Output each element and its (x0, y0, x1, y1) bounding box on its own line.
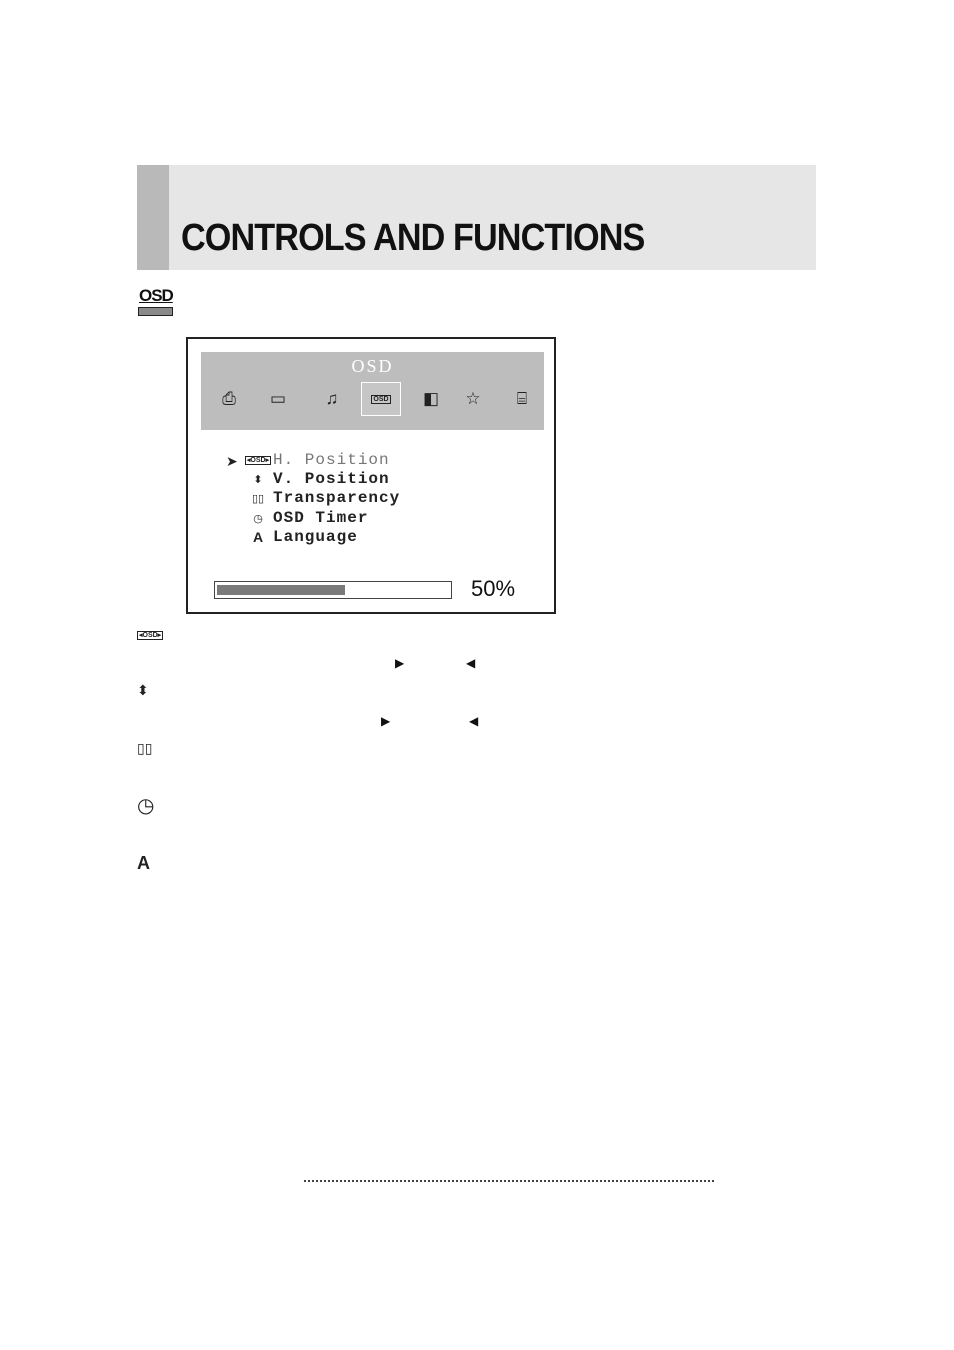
color-icon[interactable]: ◧ (422, 389, 440, 408)
star-icon[interactable]: ☆ (465, 389, 481, 408)
timer-icon: ◷ (137, 794, 155, 817)
transparency-icon: ▯▯ (137, 739, 153, 756)
menu-item-label: V. Position (273, 470, 390, 488)
osd-section-icon-label: OSD (139, 286, 173, 305)
menu-item-label: H. Position (273, 451, 390, 469)
exit-icon[interactable]: ⌸ (516, 389, 528, 408)
osd-screen (186, 337, 556, 614)
menu-item-label: OSD Timer (273, 509, 369, 527)
transparency-icon: ▯▯ (251, 492, 265, 505)
osd-icon-row (201, 382, 544, 416)
menu-item-label: Language (273, 528, 358, 546)
osd-progress-bar[interactable] (214, 581, 452, 599)
osd-section-icon (137, 286, 175, 318)
language-icon: A (137, 852, 150, 873)
osd-icon[interactable]: OSD (361, 382, 401, 416)
input-source-icon[interactable]: ⎙ (222, 389, 236, 408)
osd-title: OSD (351, 356, 394, 376)
osd-progress-fill (217, 585, 345, 595)
v-position-icon: ⬍ (253, 473, 263, 486)
monitor-icon[interactable]: ▭ (269, 389, 287, 408)
right-arrow-icon: ▶ (381, 714, 391, 728)
header-tab-accent (137, 165, 169, 270)
timer-icon: ◷ (253, 512, 263, 525)
osd-section-icon-bar (138, 307, 173, 316)
audio-icon[interactable]: ♫ (325, 389, 339, 408)
menu-item-label: Transparency (273, 489, 401, 507)
h-position-icon: ◂OSD▸ (246, 456, 270, 464)
osd-progress-value: 50% (471, 576, 516, 601)
language-icon: A (252, 529, 264, 545)
left-arrow-icon: ◀ (469, 714, 479, 728)
page-title: CONTROLS AND FUNCTIONS (181, 217, 645, 259)
right-arrow-icon: ▶ (395, 656, 405, 670)
h-position-icon: ◂OSD▸ (139, 631, 162, 639)
left-arrow-icon: ◀ (466, 656, 476, 670)
menu-pointer-icon: ➤ (226, 453, 238, 469)
v-position-icon: ⬍ (137, 681, 149, 698)
osd-topbar (201, 352, 544, 430)
footer-dotted-rule (304, 1180, 714, 1182)
page-header (137, 165, 816, 270)
